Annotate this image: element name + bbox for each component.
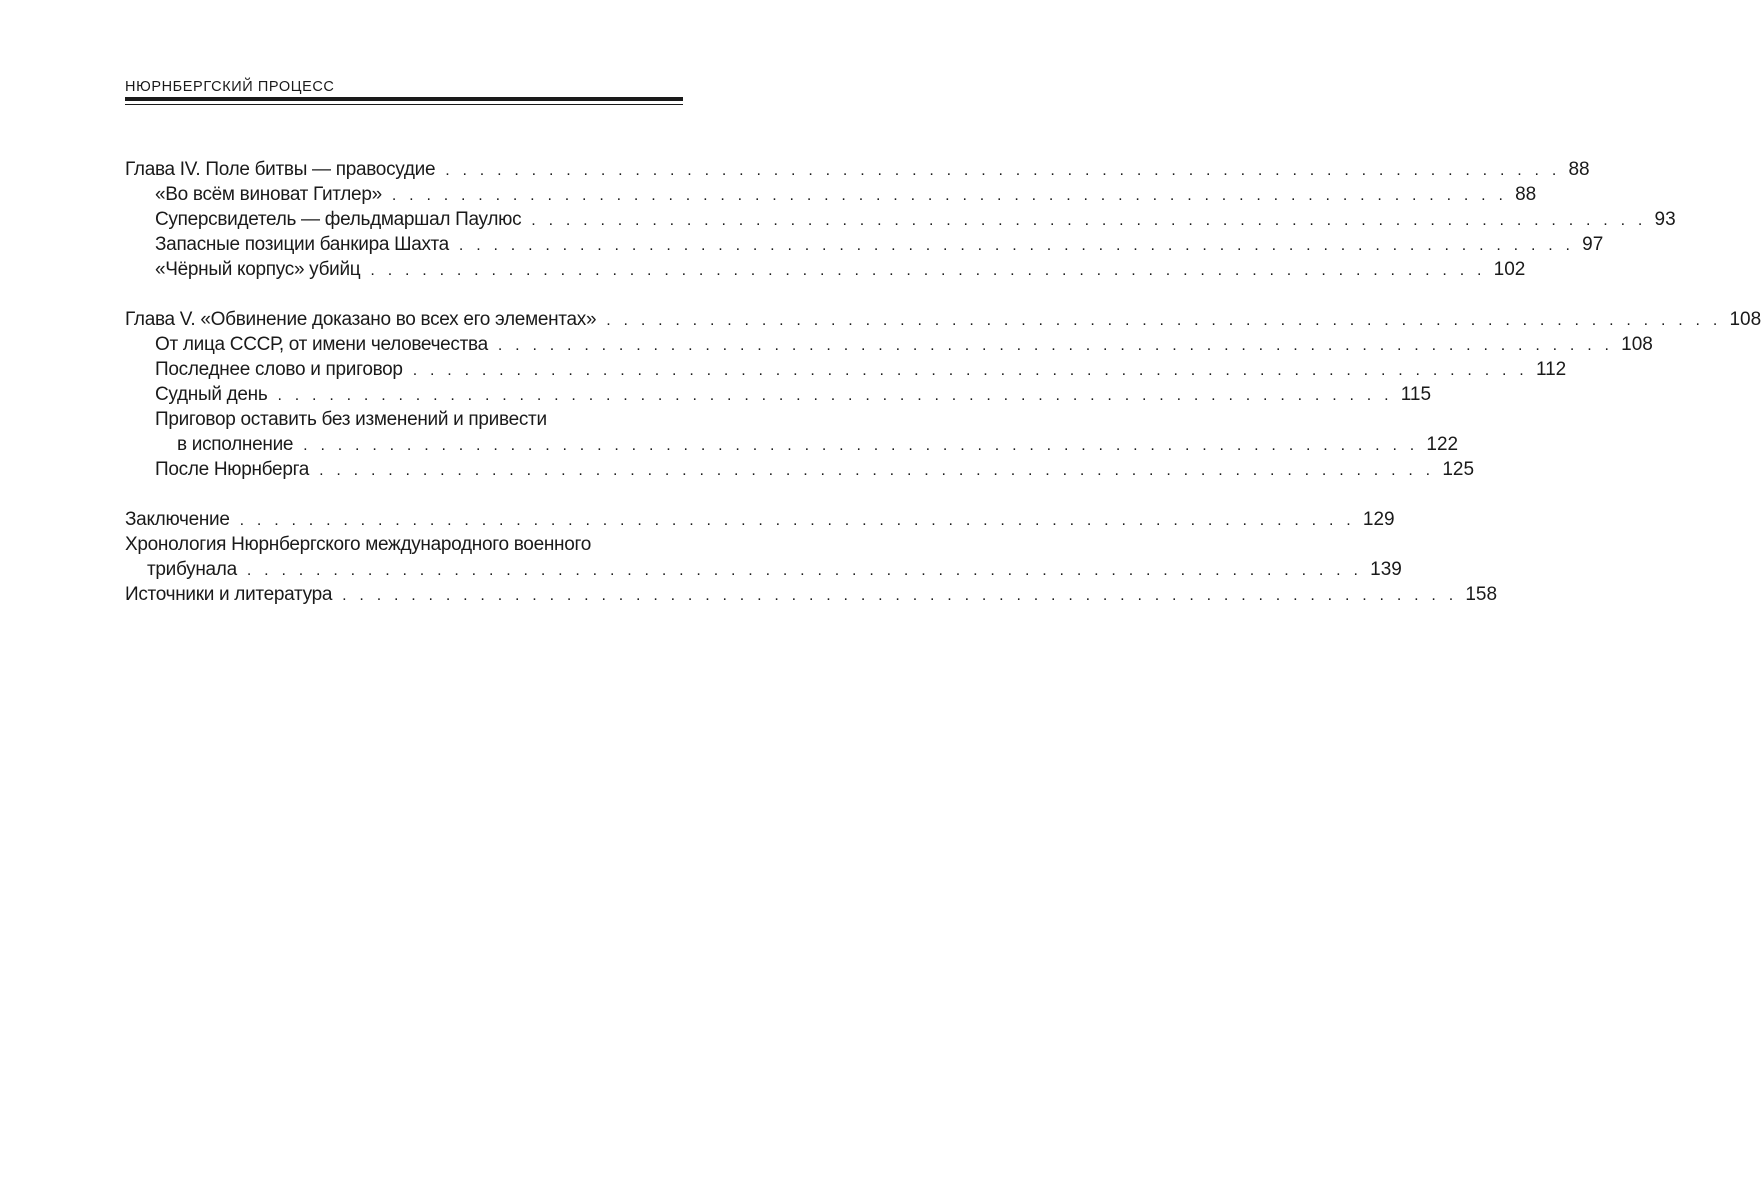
toc-entry-title: Суперсвидетель — фельдмаршал Паулюс (155, 209, 522, 230)
toc-entry-title: От лица СССР, от имени человечества (155, 334, 488, 355)
toc-page-number: 122 (1426, 434, 1459, 455)
toc-page-number: 108 (1621, 334, 1653, 355)
toc-page-number: 112 (1535, 359, 1567, 380)
toc-entry-chapter-4[interactable] (125, 157, 1590, 182)
toc-dot-leader: . . . . . . . . . . . . . . . . . . . . . . . . . . . . . . . . . . . . . . . . . . . . . . . . . . . . . . . . . . . . . . . . . (277, 387, 1393, 404)
toc-entry-section[interactable] (125, 382, 1432, 407)
toc-page-number: 108 (1729, 309, 1761, 330)
toc-entry-section-line1[interactable] (125, 407, 683, 432)
toc-dot-leader: . . . . . . . . . . . . . . . . . . . . . . . . . . . . . . . . . . . . . . . . . . . . . . . . . . . . . . . . . . . . . . . . . (342, 587, 1458, 604)
running-head: НЮРНБЕРГСКИЙ ПРОЦЕСС (125, 79, 335, 95)
toc-entry-title: Глава IV. Поле битвы — правосудие (125, 159, 436, 180)
toc-spacer (125, 282, 683, 307)
toc-page-number: 93 (1654, 209, 1676, 230)
toc-dot-leader: . . . . . . . . . . . . . . . . . . . . . . . . . . . . . . . . . . . . . . . . . . . . . . . . . . . . . . . . . . . . . . . . . (246, 562, 1363, 579)
toc-entry-title: Судный день (155, 384, 268, 405)
toc-dot-leader: . . . . . . . . . . . . . . . . . . . . . . . . . . . . . . . . . . . . . . . . . . . . . . . . . . . . . . . . . . . . . . . . . (412, 362, 1528, 379)
toc-entry-title: Заключение (125, 509, 230, 530)
toc-page-number: 125 (1442, 459, 1475, 480)
toc-dot-leader: . . . . . . . . . . . . . . . . . . . . . . . . . . . . . . . . . . . . . . . . . . . . . . . . . . . . . . . . . . . . . . . . . (458, 237, 1575, 254)
toc-entry-title: Последнее слово и приговор (155, 359, 403, 380)
toc-entry-section[interactable] (125, 457, 1475, 482)
toc-entry-chronology-line1[interactable] (125, 532, 683, 557)
toc-dot-leader: . . . . . . . . . . . . . . . . . . . . . . . . . . . . . . . . . . . . . . . . . . . . . . . . . . . . . . . . . . . . . . . . . (445, 162, 1561, 179)
toc-dot-leader: . . . . . . . . . . . . . . . . . . . . . . . . . . . . . . . . . . . . . . . . . . . . . . . . . . . . . . . . . . . . . . . . . (239, 512, 1355, 529)
toc-dot-leader: . . . . . . . . . . . . . . . . . . . . . . . . . . . . . . . . . . . . . . . . . . . . . . . . . . . . . . . . . . . . . . . . . (303, 437, 1419, 454)
toc-entry-section[interactable] (125, 332, 1653, 357)
toc-page-number: 129 (1362, 509, 1395, 530)
toc-entry-section[interactable] (125, 232, 1604, 257)
toc-entry-title: Источники и литература (125, 584, 333, 605)
toc-dot-leader: . . . . . . . . . . . . . . . . . . . . . . . . . . . . . . . . . . . . . . . . . . . . . . . . . . . . . . . . . . . . . . . . . (497, 337, 1614, 354)
toc-entry-chapter-5[interactable] (125, 307, 1761, 332)
toc-entry-title: «Во всём виноват Гитлер» (155, 184, 382, 205)
toc-entry-section[interactable] (125, 257, 1526, 282)
toc-entry-conclusion[interactable] (125, 507, 1395, 532)
toc-page-number: 158 (1465, 584, 1498, 605)
toc-dot-leader: . . . . . . . . . . . . . . . . . . . . . . . . . . . . . . . . . . . . . . . . . . . . . . . . . . . . . . . . . . . . . . . . . (319, 462, 1435, 479)
table-of-contents (125, 157, 1761, 607)
toc-page-number: 97 (1582, 234, 1604, 255)
toc-entry-title: Глава V. «Обвинение доказано во всех его элементах» (125, 309, 597, 330)
toc-entry-section-line2[interactable] (125, 432, 1459, 457)
toc-page-number: 88 (1515, 184, 1537, 205)
toc-dot-leader: . . . . . . . . . . . . . . . . . . . . . . . . . . . . . . . . . . . . . . . . . . . . . . . . . . . . . . . . . . . . . . . . . (391, 187, 1508, 204)
toc-entry-title: «Чёрный корпус» убийц (155, 259, 361, 280)
header-rule-thick (125, 97, 683, 101)
toc-entry-title: Хронология Нюрнбергского международного военного (125, 534, 591, 555)
toc-entry-chronology-line2[interactable] (125, 557, 1402, 582)
toc-page-number: 115 (1400, 384, 1432, 405)
toc-entry-title: трибунала (147, 559, 237, 580)
toc-entry-title: Приговор оставить без изменений и привести (155, 409, 547, 430)
toc-spacer (125, 482, 683, 507)
toc-page-number: 88 (1568, 159, 1590, 180)
toc-entry-section[interactable] (125, 182, 1537, 207)
toc-page-number: 139 (1370, 559, 1402, 580)
toc-entry-title: После Нюрнберга (155, 459, 310, 480)
toc-dot-leader: . . . . . . . . . . . . . . . . . . . . . . . . . . . . . . . . . . . . . . . . . . . . . . . . . . . . . . . . . . . . . . . . . (531, 212, 1647, 229)
header-rule-thin (125, 104, 683, 105)
toc-dot-leader: . . . . . . . . . . . . . . . . . . . . . . . . . . . . . . . . . . . . . . . . . . . . . . . . . . . . . . . . . . . . . . . . . (370, 262, 1486, 279)
toc-entry-section[interactable] (125, 207, 1676, 232)
toc-entry-title: в исполнение (177, 434, 294, 455)
toc-entry-sources[interactable] (125, 582, 1498, 607)
toc-entry-title: Запасные позиции банкира Шахта (155, 234, 449, 255)
toc-dot-leader: . . . . . . . . . . . . . . . . . . . . . . . . . . . . . . . . . . . . . . . . . . . . . . . . . . . . . . . . . . . . . . . . . (606, 312, 1722, 329)
toc-entry-section[interactable] (125, 357, 1567, 382)
toc-page-number: 102 (1493, 259, 1526, 280)
